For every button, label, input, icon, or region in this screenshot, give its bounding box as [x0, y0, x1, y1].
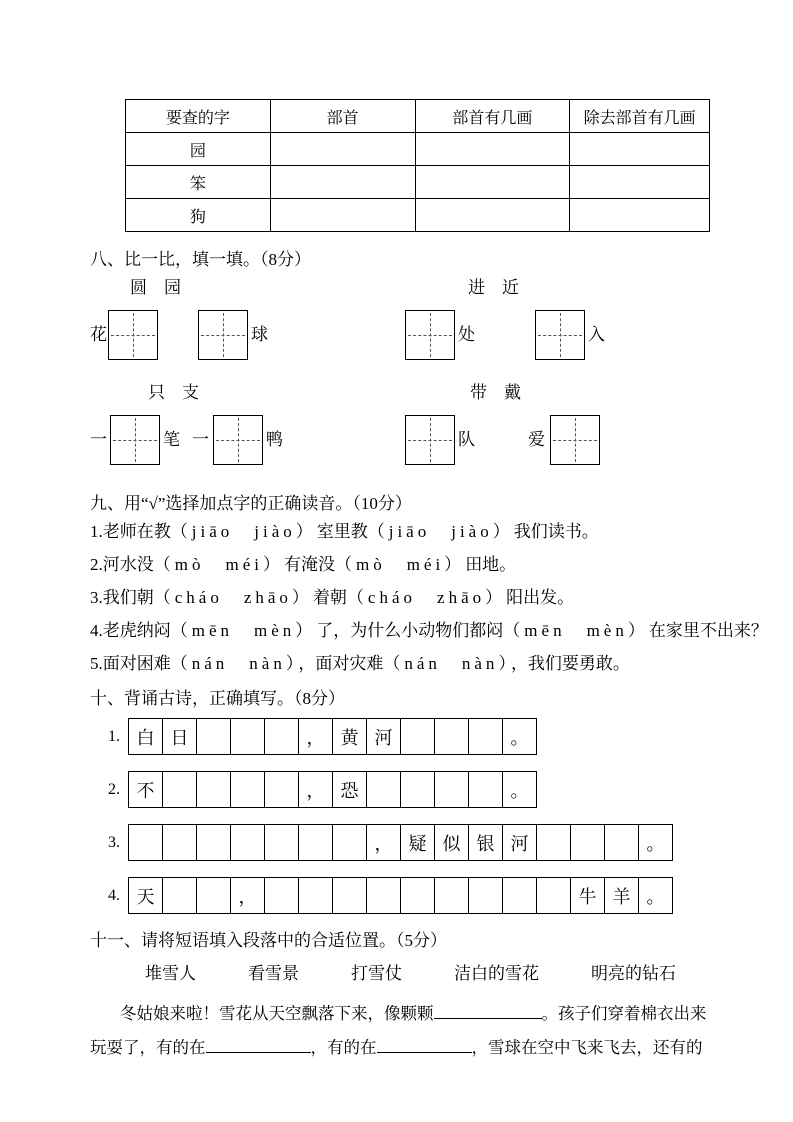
tianzige-box — [405, 415, 455, 465]
poem-cell-filled: 牛 — [570, 877, 605, 914]
pinyin-options: （mēn mèn） — [503, 621, 649, 640]
table-row — [126, 166, 710, 199]
pinyin-options: （jiāo jiào） — [170, 522, 317, 541]
poem-cell-blank — [400, 877, 435, 914]
question-text: 阳出发。 — [506, 588, 575, 607]
pinyin-options: （cháo zhāo） — [153, 588, 313, 607]
poem-row-number: 2. — [108, 780, 120, 798]
tianzige-box — [108, 310, 158, 360]
poem-cell-blank — [264, 824, 299, 861]
poem-cell-filled: 似 — [434, 824, 469, 861]
poem-cell-filled: 。 — [638, 824, 673, 861]
poem-row-number: 3. — [108, 833, 120, 851]
poem-cell-blank — [570, 824, 605, 861]
option-pair: 只 支 — [148, 383, 199, 402]
question-text: 我们读书。 — [513, 522, 599, 541]
question-text: 有淹没 — [283, 555, 335, 574]
phrase: 明亮的钻石 — [591, 964, 676, 983]
section8-title: 八、比一比，填一填。（8分） — [90, 250, 311, 269]
poem-cell-filled: 不 — [128, 771, 163, 808]
char-before-box: 一 — [90, 430, 107, 449]
empty-answer-cell — [570, 199, 710, 232]
tianzige-box — [198, 310, 248, 360]
poem-cell-blank — [196, 877, 231, 914]
pinyin-question — [90, 647, 710, 680]
pinyin-options: （mēn mèn） — [170, 621, 317, 640]
char-before-box: 爱 — [528, 430, 545, 449]
poem-cell-blank — [332, 877, 367, 914]
poem-cell-filled: ， — [230, 877, 265, 914]
poem-row — [90, 877, 710, 914]
empty-answer-cell — [415, 199, 570, 232]
empty-answer-cell — [270, 133, 415, 166]
char-before-box: 一 — [192, 430, 209, 449]
poem-cell-blank — [264, 771, 299, 808]
poem-cell-blank — [434, 771, 469, 808]
poem-grid — [128, 824, 673, 861]
poem-cell-blank — [400, 771, 435, 808]
poem-cell-blank — [468, 718, 503, 755]
poem-row-number: 4. — [108, 886, 120, 904]
question-text: 室里教 — [316, 522, 368, 541]
question-text: 4.老虎纳闷 — [90, 621, 171, 640]
poem-cell-blank — [502, 877, 537, 914]
paragraph-text: ，雪球在空中飞来飞去，还有的 — [471, 1038, 703, 1057]
section9-questions — [90, 515, 768, 680]
question-text: 1.老师在教 — [90, 522, 171, 541]
option-pair: 进 近 — [468, 278, 519, 297]
poem-cell-filled: 河 — [502, 824, 537, 861]
paragraph-text: ，有的在 — [310, 1038, 377, 1057]
pinyin-question — [90, 581, 710, 614]
char-before-box: 花 — [90, 325, 107, 344]
table-header-character: 要查的字 — [126, 100, 271, 133]
table-header-radical-strokes: 部首有几画 — [415, 100, 570, 133]
poem-cell-blank — [332, 824, 367, 861]
poem-cell-blank — [230, 824, 265, 861]
poem-cell-blank — [536, 824, 571, 861]
phrase: 看雪景 — [248, 964, 299, 983]
poem-cell-blank — [604, 824, 639, 861]
section8-exercise-area — [90, 271, 710, 477]
empty-answer-cell — [415, 133, 570, 166]
poem-cell-blank — [298, 824, 333, 861]
empty-answer-cell — [570, 133, 710, 166]
poem-cell-filled: 疑 — [400, 824, 435, 861]
poem-cell-filled: 白 — [128, 718, 163, 755]
poem-cell-blank — [230, 718, 265, 755]
poem-row — [90, 771, 710, 808]
char-after-box: 球 — [251, 325, 268, 344]
pinyin-options: （mò méi） — [153, 555, 284, 574]
poem-cell-blank — [298, 877, 333, 914]
fill-blank — [377, 1036, 472, 1053]
question-text: 田地。 — [465, 555, 517, 574]
question-text: 3.我们朝 — [90, 588, 154, 607]
fill-blank — [206, 1036, 311, 1053]
poem-cell-blank — [196, 718, 231, 755]
poem-cell-blank — [162, 771, 197, 808]
empty-answer-cell — [270, 199, 415, 232]
empty-answer-cell — [415, 166, 570, 199]
option-pair: 带 戴 — [470, 383, 521, 402]
poem-row — [90, 824, 710, 861]
fill-blank — [434, 1002, 542, 1019]
table-row — [126, 133, 710, 166]
paragraph-line — [90, 1031, 710, 1065]
poem-cell-filled: ， — [366, 824, 401, 861]
poem-cell-blank — [196, 824, 231, 861]
poem-cell-blank — [366, 771, 401, 808]
tianzige-box — [535, 310, 585, 360]
tianzige-box — [550, 415, 600, 465]
phrase-bank — [145, 964, 710, 984]
lookup-character: 园 — [126, 133, 271, 166]
poem-cell-blank — [196, 771, 231, 808]
poem-cell-blank — [536, 877, 571, 914]
radical-lookup-table — [125, 99, 710, 232]
table-row — [126, 199, 710, 232]
poem-cell-blank — [230, 771, 265, 808]
question-text: 在家里不出来？ — [648, 621, 768, 640]
char-after-box: 处 — [458, 325, 475, 344]
poem-cell-filled: 银 — [468, 824, 503, 861]
char-after-box: 入 — [588, 325, 605, 344]
poem-cell-filled: 羊 — [604, 877, 639, 914]
poem-cell-blank — [434, 718, 469, 755]
section11-title: 十一、请将短语填入段落中的合适位置。（5分） — [90, 931, 447, 950]
poem-cell-filled: 恐 — [332, 771, 367, 808]
poem-cell-filled: ， — [298, 771, 333, 808]
section10-title: 十、背诵古诗，正确填写。（8分） — [90, 689, 345, 708]
poem-cell-filled: 天 — [128, 877, 163, 914]
poem-fill-block — [90, 718, 710, 914]
poem-row — [90, 718, 710, 755]
pinyin-question — [90, 548, 710, 581]
poem-cell-blank — [264, 877, 299, 914]
question-text: ，面对灾难 — [298, 654, 384, 673]
poem-cell-blank — [468, 771, 503, 808]
table-header-row — [126, 100, 710, 133]
empty-answer-cell — [570, 166, 710, 199]
pinyin-options: （jiāo jiào） — [367, 522, 514, 541]
char-after-box: 队 — [458, 430, 475, 449]
pinyin-options: （nán nàn） — [170, 654, 299, 673]
paragraph-text: 。孩子们穿着棉衣出来 — [541, 1004, 707, 1023]
option-pair: 圆 园 — [130, 278, 181, 297]
section9-title: 九、用“√”选择加点字的正确读音。（10分） — [90, 494, 412, 513]
paragraph-text: 冬姑娘来啦！雪花从天空飘落下来，像颗颗 — [120, 1004, 434, 1023]
char-after-box: 鸭 — [266, 430, 283, 449]
poem-grid — [128, 718, 537, 755]
paragraph-text: 玩耍了，有的在 — [90, 1038, 206, 1057]
pinyin-options: （cháo zhāo） — [346, 588, 507, 607]
poem-grid — [128, 771, 537, 808]
poem-cell-filled: 。 — [502, 771, 537, 808]
pinyin-options: （nán nàn） — [383, 654, 511, 673]
poem-cell-filled: ， — [298, 718, 333, 755]
question-text: 了，为什么小动物们都闷 — [316, 621, 504, 640]
pinyin-options: （mò méi） — [334, 555, 466, 574]
poem-cell-filled: 。 — [502, 718, 537, 755]
pinyin-question — [90, 614, 768, 647]
poem-cell-blank — [162, 824, 197, 861]
poem-grid — [128, 877, 673, 914]
poem-cell-filled: 日 — [162, 718, 197, 755]
tianzige-box — [405, 310, 455, 360]
poem-cell-filled: 黄 — [332, 718, 367, 755]
poem-cell-blank — [434, 877, 469, 914]
question-text: 5.面对困难 — [90, 654, 171, 673]
poem-cell-blank — [264, 718, 299, 755]
poem-cell-blank — [366, 877, 401, 914]
phrase: 洁白的雪花 — [454, 964, 539, 983]
phrase: 堆雪人 — [145, 964, 196, 983]
question-text: 着朝 — [312, 588, 347, 607]
lookup-character: 狗 — [126, 199, 271, 232]
empty-answer-cell — [270, 166, 415, 199]
table-header-radical: 部首 — [270, 100, 415, 133]
tianzige-box — [110, 415, 160, 465]
char-after-box: 笔 — [163, 430, 180, 449]
pinyin-question — [90, 515, 710, 548]
poem-cell-blank — [400, 718, 435, 755]
table-header-remaining-strokes: 除去部首有几画 — [570, 100, 710, 133]
poem-cell-filled: 。 — [638, 877, 673, 914]
lookup-character: 笨 — [126, 166, 271, 199]
poem-cell-filled: 河 — [366, 718, 401, 755]
poem-cell-blank — [128, 824, 163, 861]
poem-row-number: 1. — [108, 727, 120, 745]
tianzige-box — [213, 415, 263, 465]
poem-cell-blank — [468, 877, 503, 914]
poem-cell-blank — [162, 877, 197, 914]
paragraph-line — [90, 997, 710, 1031]
question-text: ，我们要勇敢。 — [510, 654, 630, 673]
phrase: 打雪仗 — [351, 964, 402, 983]
question-text: 2.河水没 — [90, 555, 154, 574]
